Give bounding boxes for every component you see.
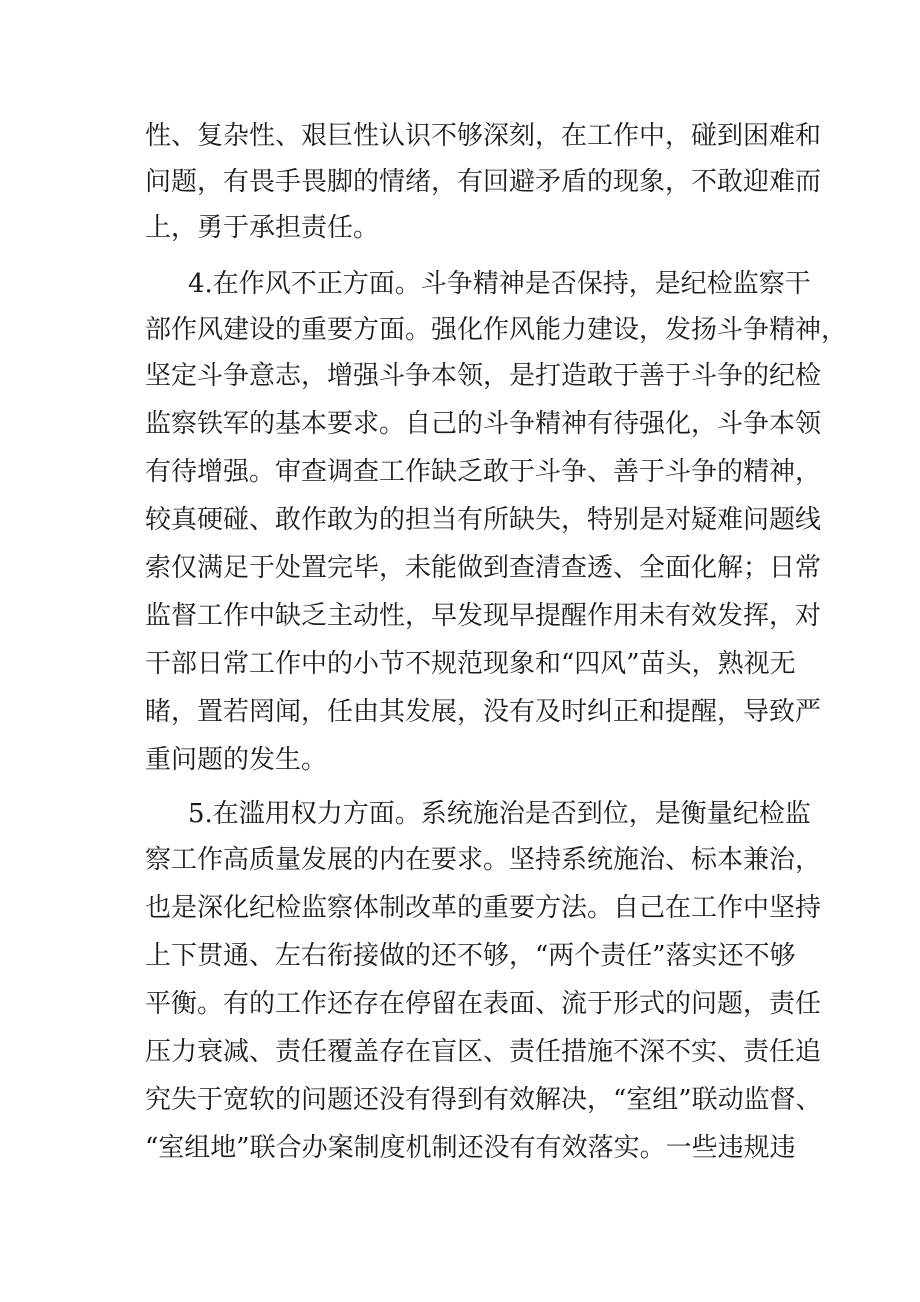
- text-line-17: 也是深化纪检监察体制改革的重要方法。自己在工作中坚持: [145, 893, 822, 923]
- text-line-22: “室组地”联合办案制度机制还没有有效落实。一些违规违: [145, 1133, 796, 1163]
- text-line-10: 索仅满足于处置完毕，未能做到查清查透、全面化解；日常: [145, 553, 822, 583]
- text-line-19: 平衡。有的工作还存在停留在表面、流于形式的问题，责任: [145, 989, 822, 1019]
- text-line-20: 压力衰减、责任覆盖存在盲区、责任措施不深不实、责任追: [145, 1037, 822, 1067]
- text-line-9: 较真硬碰、敢作敢为的担当有所缺失，特别是对疑难问题线: [145, 505, 822, 535]
- text-line-11: 监督工作中缺乏主动性，早发现早提醒作用未有效发挥，对: [145, 601, 822, 631]
- paragraph-4-line-1: 4.在作风不正方面。斗争精神是否保持，是纪检监察干: [188, 269, 811, 299]
- text-line-7: 监察铁军的基本要求。自己的斗争精神有待强化，斗争本领: [145, 409, 822, 439]
- paragraph-5-line-1: 5.在滥用权力方面。系统施治是否到位，是衡量纪检监: [188, 799, 811, 829]
- text-line-21: 究失于宽软的问题还没有得到有效解决，“室组”联动监督、: [145, 1085, 822, 1115]
- text-line-6: 坚定斗争意志，增强斗争本领，是打造敢于善于斗争的纪检: [145, 361, 822, 391]
- text-line-2: 问题，有畏手畏脚的情绪，有回避矛盾的现象，不敢迎难而: [145, 167, 822, 197]
- text-line-3: 上，勇于承担责任。: [145, 213, 380, 243]
- text-line-12: 干部日常工作中的小节不规范现象和“四风”苗头，熟视无: [145, 649, 796, 679]
- text-line-13: 睹，置若罔闻，任由其发展，没有及时纠正和提醒，导致严: [145, 697, 822, 727]
- text-line-16: 察工作高质量发展的内在要求。坚持系统施治、标本兼治，: [145, 845, 822, 875]
- text-line-8: 有待增强。审查调查工作缺乏敢于斗争、善于斗争的精神，: [145, 457, 822, 487]
- text-line-14: 重问题的发生。: [145, 745, 328, 775]
- text-line-18: 上下贯通、左右衔接做的还不够，“两个责任”落实还不够: [145, 941, 796, 971]
- text-line-1: 性、复杂性、艰巨性认识不够深刻，在工作中，碰到困难和: [145, 121, 822, 151]
- text-line-5: 部作风建设的重要方面。强化作风能力建设，发扬斗争精神，: [145, 315, 848, 345]
